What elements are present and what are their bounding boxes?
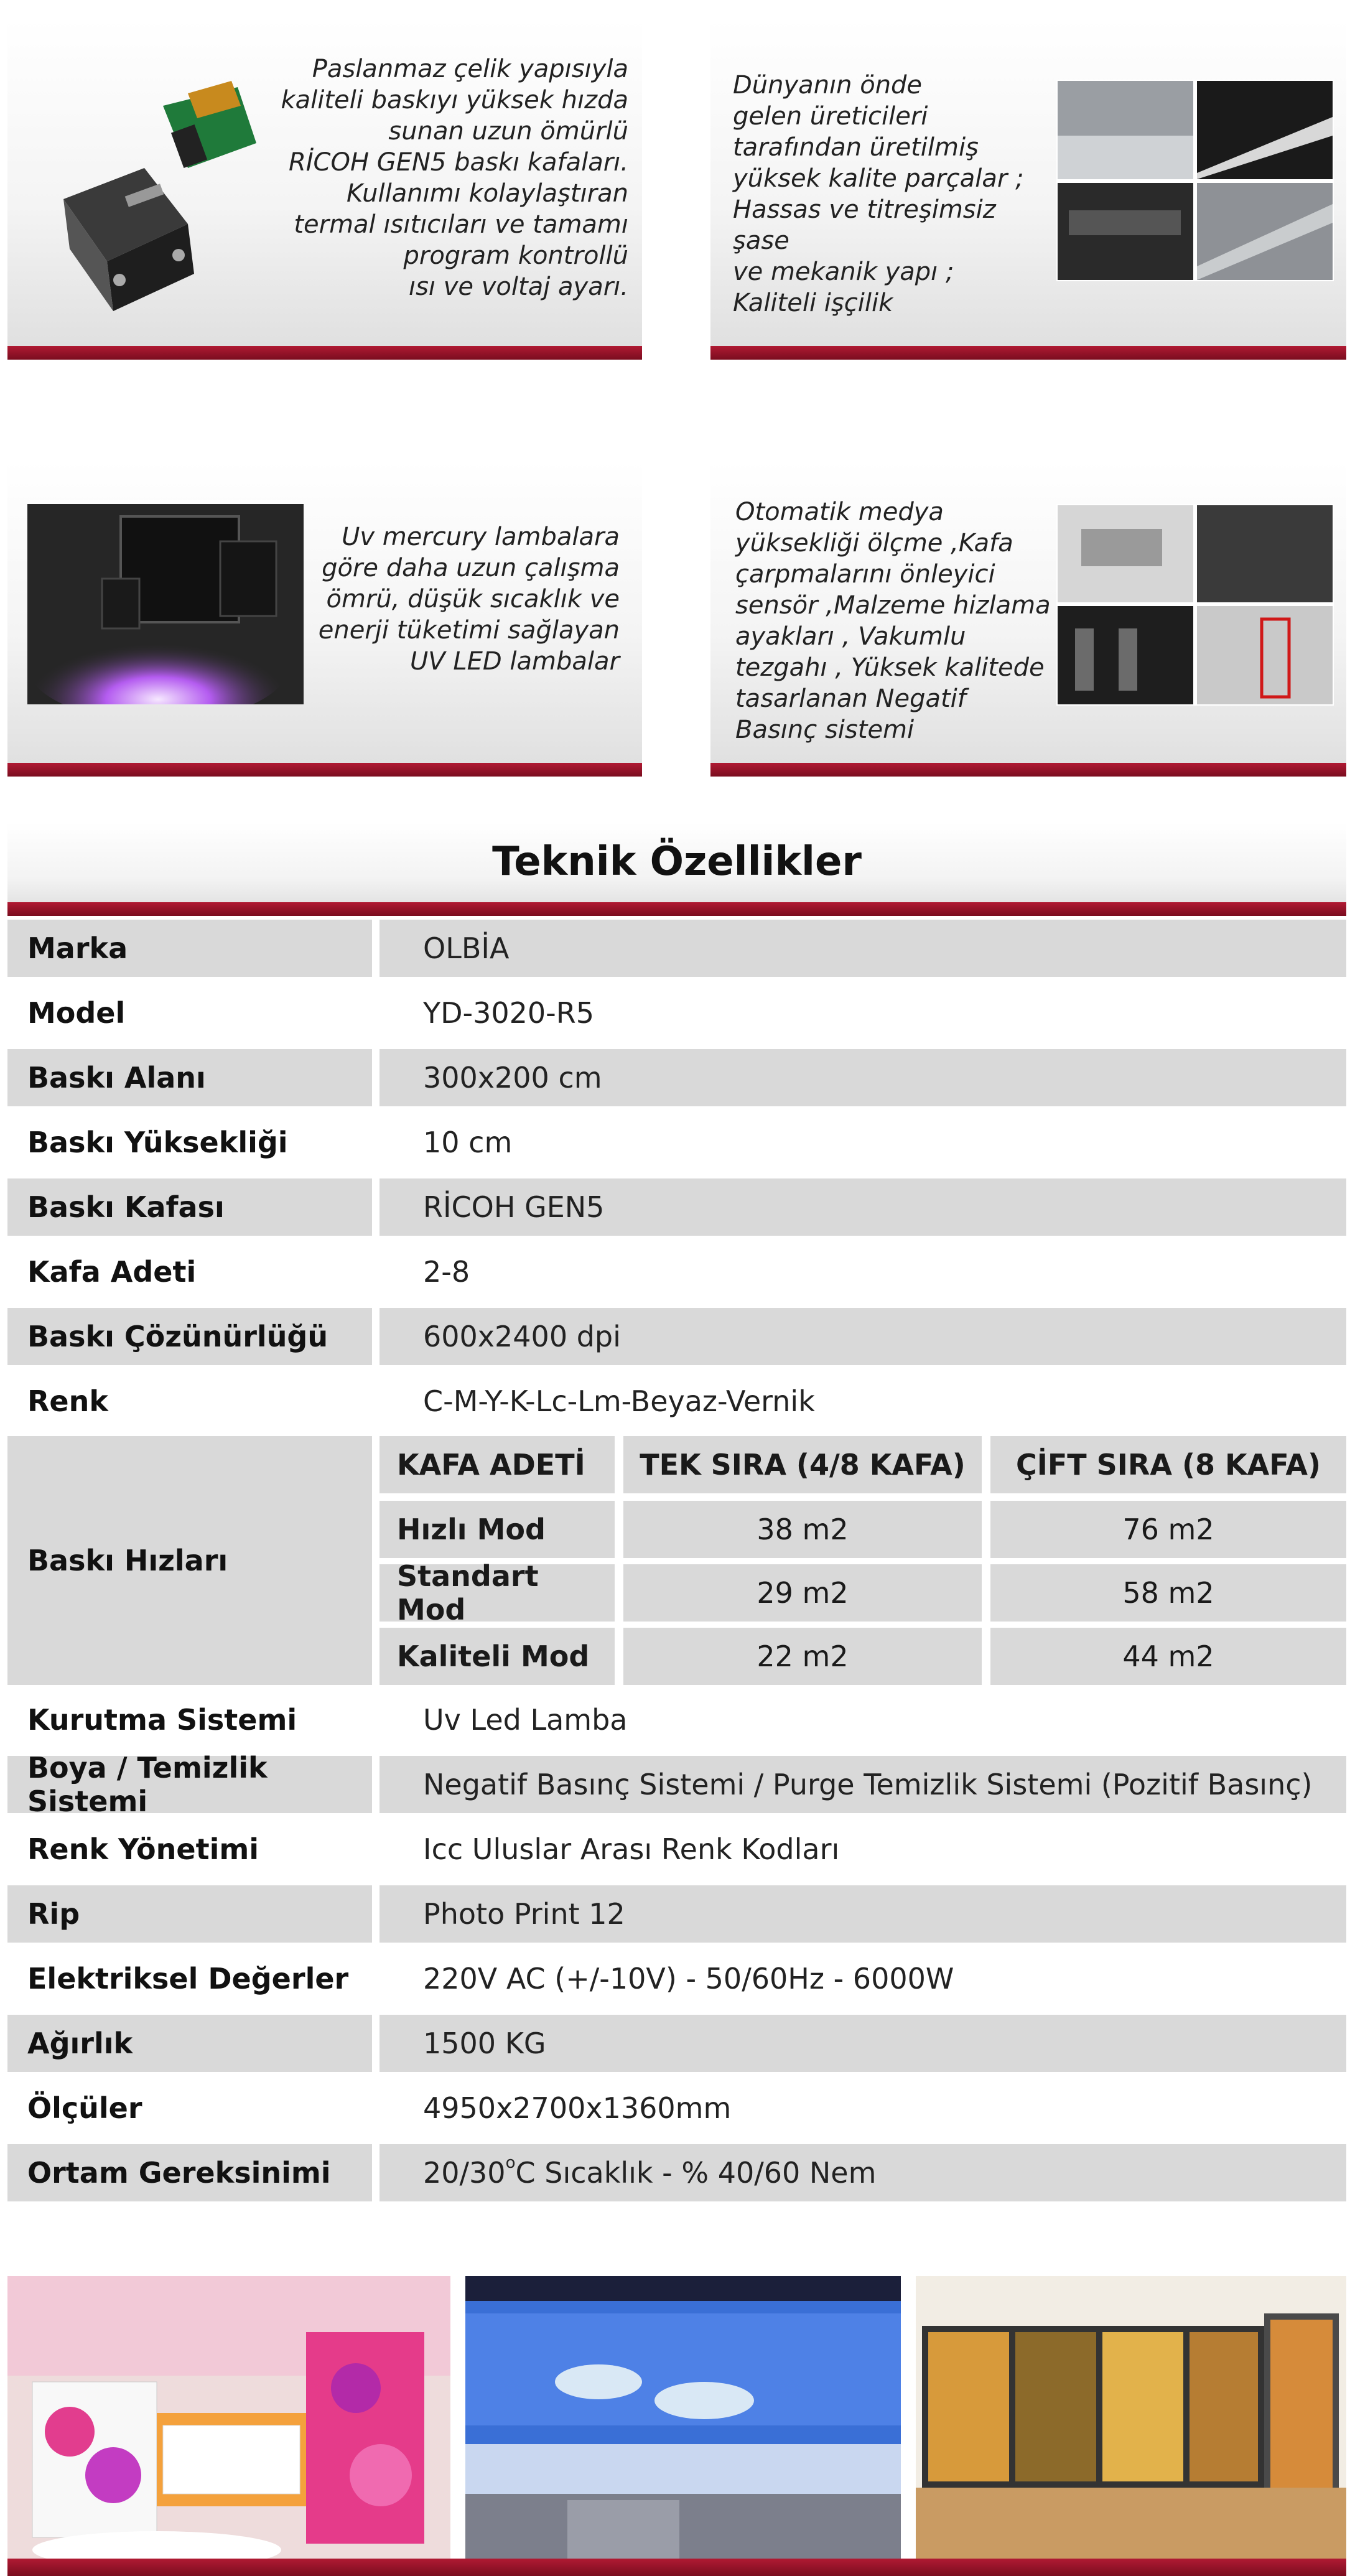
spec-value-olculer: 4950x2700x1360mm xyxy=(423,2091,732,2125)
application-photos-illustration xyxy=(7,2276,1346,2567)
speed-hizli-double: 76 m2 xyxy=(990,1501,1346,1558)
spec-value-rip: Photo Print 12 xyxy=(379,1885,1346,1943)
spec-label-baski-alani: Baskı Alanı xyxy=(7,1049,372,1106)
spec-value-marka: OLBİA xyxy=(379,920,1346,977)
spec-label-baski-kafasi: Baskı Kafası xyxy=(7,1178,372,1236)
feature-card-print-head xyxy=(7,19,642,360)
feature-text-uv-led: Uv mercury lambalara göre daha uzun çalışma ömrü, düşük sıcaklık ve enerji tüketimi sağlayan UV LED lambalar xyxy=(318,523,620,676)
speed-mode-kaliteli: Kaliteli Mod xyxy=(379,1628,615,1685)
card-red-bar xyxy=(7,346,642,360)
feature-text-print-head: Paslanmaz çelik yapısıyla kaliteli baskıyı yüksek hızda sunan uzun ömürlü RİCOH GEN5 baskı kafaları. Kullanımı kolaylaştıran termal ısıtıcıları ve tamamı program kontrollü ısı ve voltaj ayarı. xyxy=(281,55,628,301)
spec-label-kafa-adeti: Kafa Adeti xyxy=(27,1255,197,1289)
spec-label-rip: Rip xyxy=(7,1885,372,1943)
speed-mode-hizli: Hızlı Mod xyxy=(379,1501,615,1558)
env-temp-range: 20/30 xyxy=(423,2156,506,2190)
card-red-bar xyxy=(7,763,642,777)
spec-value-cozunurluk: 600x2400 dpi xyxy=(379,1308,1346,1365)
application-photos xyxy=(7,2276,1346,2567)
speed-standart-double: 58 m2 xyxy=(990,1564,1346,1622)
env-temp-humidity: C Sıcaklık - % 40/60 Nem xyxy=(515,2156,877,2190)
card-red-bar xyxy=(710,346,1346,360)
speed-header-kafa-adeti: KAFA ADETİ xyxy=(379,1436,615,1493)
card-red-bar xyxy=(710,763,1346,777)
spec-label-ortam: Ortam Gereksinimi xyxy=(7,2144,372,2201)
feature-text-chassis: Dünyanın önde gelen üreticileri tarafından üretilmiş yüksek kalite parçalar ; Hassas ve titreşimsiz şase ve mekanik yapı ; Kaliteli işçilik xyxy=(733,71,1024,317)
specs-red-bar xyxy=(7,902,1346,916)
spec-value-renk: C-M-Y-K-Lc-Lm-Beyaz-Vernik xyxy=(423,1384,815,1418)
spec-label-cozunurluk: Baskı Çözünürlüğü xyxy=(7,1308,372,1365)
feature-card-uv-led xyxy=(7,460,642,777)
spec-value-agirlik: 1500 KG xyxy=(379,2015,1346,2072)
spec-value-ortam xyxy=(379,2144,1346,2201)
speed-mode-standart: Standart Mod xyxy=(379,1564,615,1622)
uv-led-lamp-image xyxy=(27,504,304,704)
feature-card-media-sensor xyxy=(710,460,1346,777)
speed-header-tek-sira: TEK SIRA (4/8 KAFA) xyxy=(623,1436,982,1493)
spec-label-model: Model xyxy=(27,996,126,1030)
spec-value-model: YD-3020-R5 xyxy=(423,996,595,1030)
speed-kaliteli-double: 44 m2 xyxy=(990,1628,1346,1685)
spec-value-boya-temizlik: Negatif Basınç Sistemi / Purge Temizlik Sistemi (Pozitif Basınç) xyxy=(379,1756,1346,1813)
spec-label-renk: Renk xyxy=(27,1384,108,1418)
specs-header xyxy=(7,823,1346,916)
spec-label-baski-hizlari: Baskı Hızları xyxy=(7,1436,372,1685)
spec-value-kurutma: Uv Led Lamba xyxy=(423,1703,628,1737)
spec-label-kurutma: Kurutma Sistemi xyxy=(27,1703,297,1737)
spec-value-renk-yonetimi: Icc Uluslar Arası Renk Kodları xyxy=(423,1832,840,1866)
feature-card-chassis xyxy=(710,19,1346,360)
spec-value-baski-alani: 300x200 cm xyxy=(379,1049,1346,1106)
spec-value-kafa-adeti: 2-8 xyxy=(423,1255,470,1289)
chassis-image-grid xyxy=(1056,80,1334,281)
speed-header-cift-sira: ÇİFT SIRA (8 KAFA) xyxy=(990,1436,1346,1493)
media-sensor-image-grid xyxy=(1056,504,1334,706)
spec-label-olculer: Ölçüler xyxy=(27,2091,142,2125)
spec-value-elektriksel: 220V AC (+/-10V) - 50/60Hz - 6000W xyxy=(423,1962,954,1995)
spec-label-boya-temizlik: Boya / Temizlik Sistemi xyxy=(7,1756,372,1813)
speed-kaliteli-single: 22 m2 xyxy=(623,1628,982,1685)
spec-label-elektriksel: Elektriksel Değerler xyxy=(27,1962,349,1995)
spec-value-baski-kafasi: RİCOH GEN5 xyxy=(379,1178,1346,1236)
spec-value-baski-yuksekligi: 10 cm xyxy=(423,1126,513,1159)
spec-label-marka: Marka xyxy=(7,920,372,977)
spec-label-baski-yuksekligi: Baskı Yüksekliği xyxy=(27,1126,288,1159)
specs-title: Teknik Özellikler xyxy=(492,839,862,885)
speed-hizli-single: 38 m2 xyxy=(623,1501,982,1558)
spec-label-renk-yonetimi: Renk Yönetimi xyxy=(27,1832,259,1866)
speed-standart-single: 29 m2 xyxy=(623,1564,982,1622)
feature-text-media-sensor: Otomatik medya yüksekliği ölçme ,Kafa çarpmalarını önleyici sensör ,Malzeme hizlama ayakları , Vakumlu tezgahı , Yüksek kalitede tasarlanan Negatif Basınç sistemi xyxy=(735,498,1051,744)
bottom-red-bar xyxy=(7,2559,1346,2576)
spec-label-agirlik: Ağırlık xyxy=(7,2015,372,2072)
degree-symbol: o xyxy=(505,2154,516,2172)
